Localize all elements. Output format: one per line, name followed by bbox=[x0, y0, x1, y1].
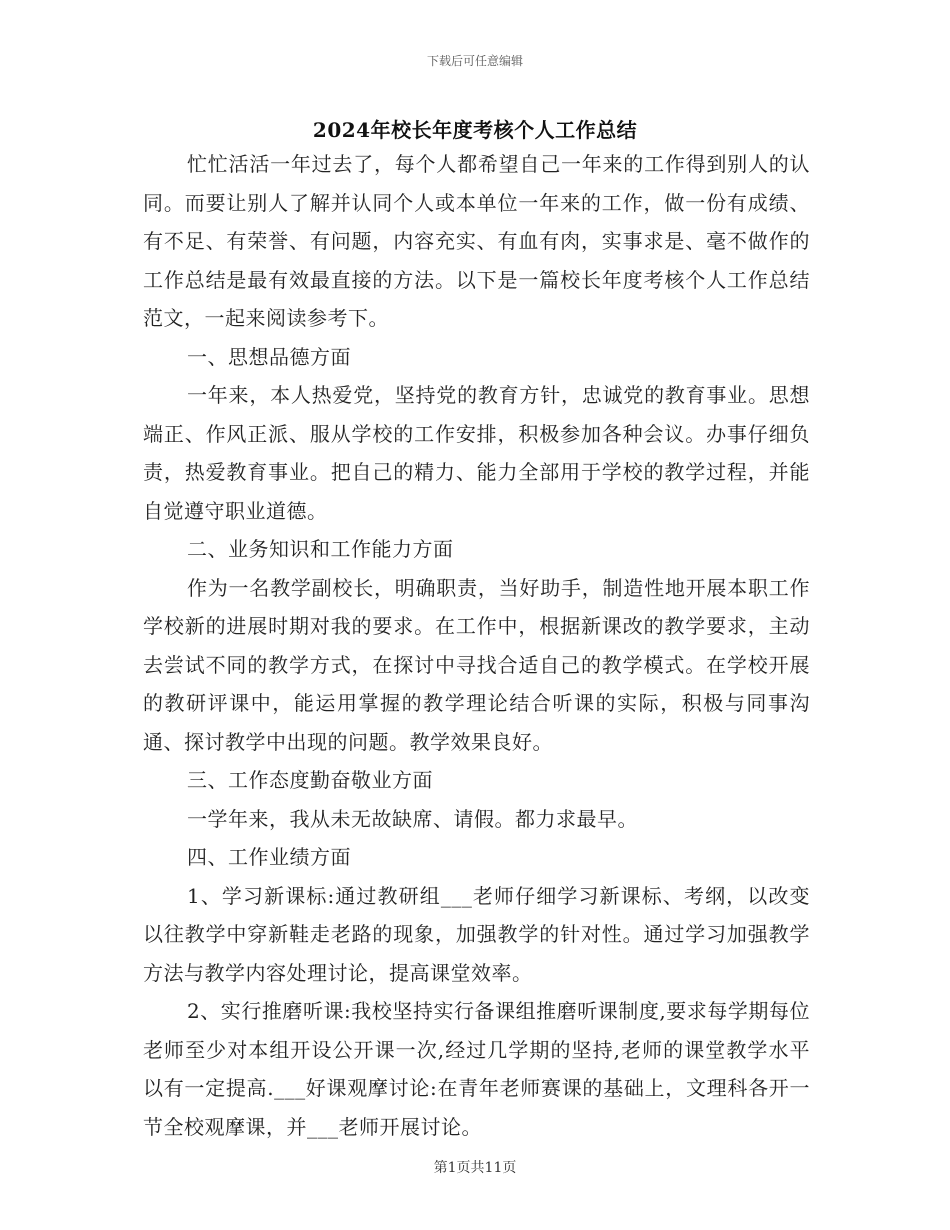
document-title: 2024年校长年度考核个人工作总结 bbox=[312, 118, 638, 142]
paragraph-item-1: 1、学习新课标:通过教研组___老师仔细学习新课标、考纲，以改变以往教学中穿新鞋走老路的现象，加强教学的针对性。通过学习加强教学方法与教学内容处理讨论，提高课堂效率。 bbox=[143, 883, 810, 985]
paragraph-intro: 忙忙活活一年过去了，每个人都希望自己一年来的工作得到别人的认同。而要让别人了解并认同个人或本单位一年来的工作，做一份有成绩、有不足、有荣誉、有问题，内容充实、有血有肉，实事求是、毫不做作的工作总结是最有效最直接的方法。以下是一篇校长年度考核个人工作总结范文，一起来阅读参考下。 bbox=[143, 152, 810, 330]
page-footer: 第1页共11页 bbox=[433, 1160, 517, 1176]
document-body bbox=[143, 145, 810, 1146]
section-heading-1: 一、思想品德方面 bbox=[187, 344, 351, 369]
paragraph-section-1: 一年来，本人热爱党，坚持党的教育方针，忠诚党的教育事业。思想端正、作风正派、服从学校的工作安排，积极参加各种会议。办事仔细负责，热爱教育事业。把自己的精力、能力全部用于学校的教学过程，并能自觉遵守职业道德。 bbox=[143, 383, 810, 523]
section-heading-3: 三、工作态度勤奋敬业方面 bbox=[187, 768, 433, 792]
page-header: 下载后可任意编辑 bbox=[426, 54, 523, 68]
section-heading-2: 二、业务知识和工作能力方面 bbox=[187, 537, 454, 561]
section-heading-4: 四、工作业绩方面 bbox=[187, 845, 351, 869]
paragraph-section-2: 作为一名教学副校长，明确职责，当好助手，制造性地开展本职工作学校新的进展时期对我的要求。在工作中，根据新课改的教学要求，主动去尝试不同的教学方式，在探讨中寻找合适自己的教学模式。在学校开展的教研评课中，能运用掌握的教学理论结合听课的实际，积极与同事沟通、探讨教学中出现的问题。教学效果良好。 bbox=[143, 575, 810, 754]
paragraph-item-2: 2、实行推磨听课:我校坚持实行备课组推磨听课制度,要求每学期每位老师至少对本组开设公开课一次,经过几学期的坚持,老师的课堂教学水平以有一定提高.___好课观摩讨论:在青年老师赛课的基础上，文理科各开一节全校观摩课，并___老师开展讨论。 bbox=[143, 999, 810, 1139]
paragraph-section-3: 一学年来，我从未无故缺席、请假。都力求最早。 bbox=[187, 806, 638, 831]
